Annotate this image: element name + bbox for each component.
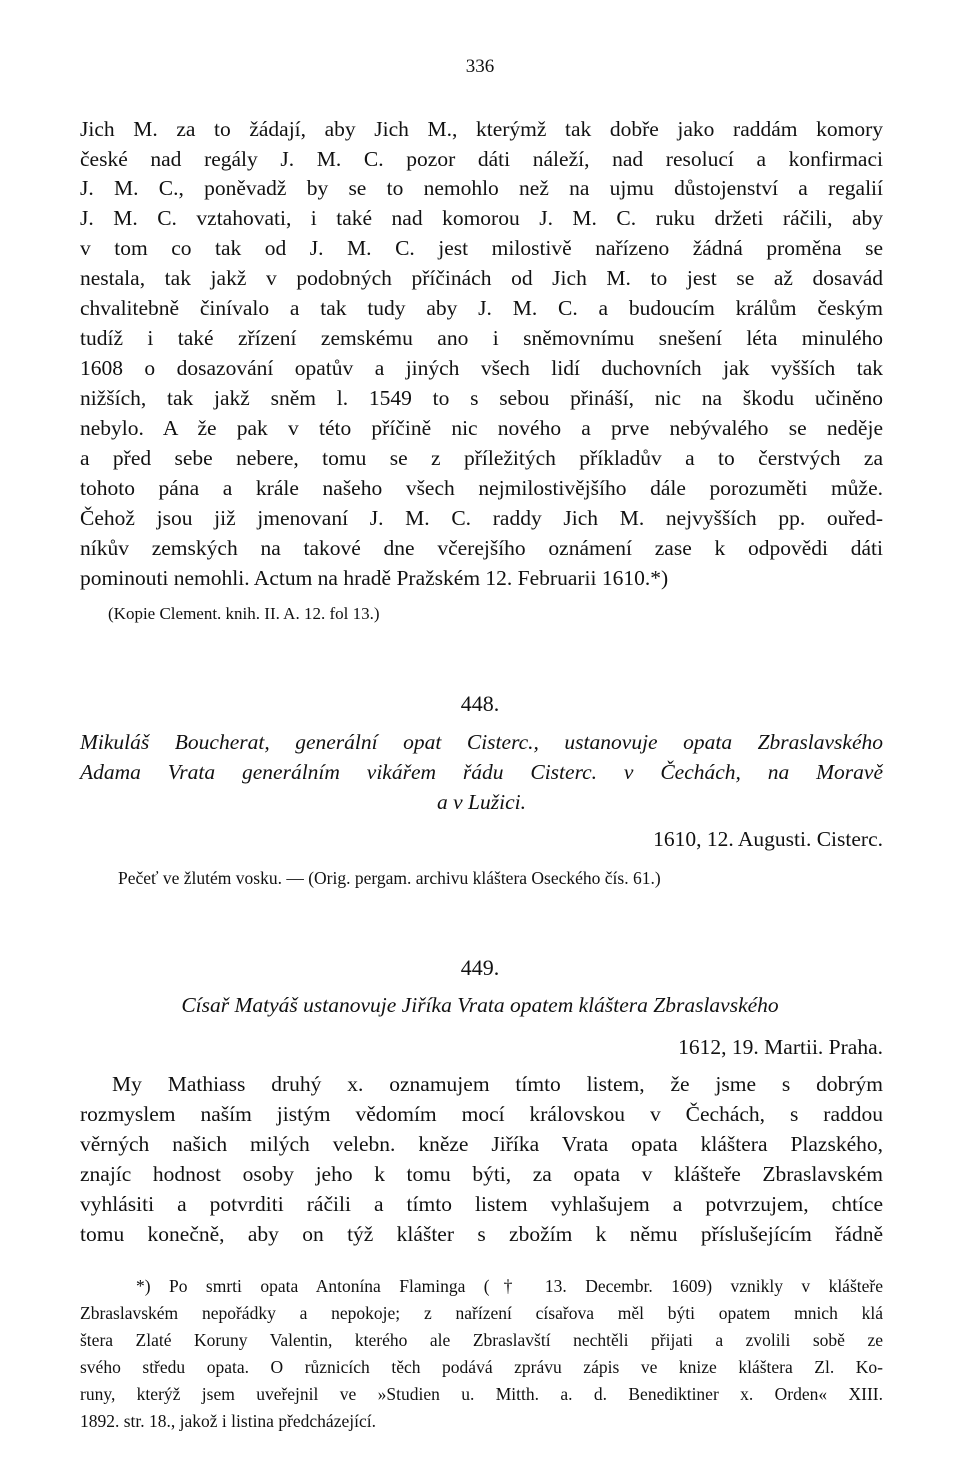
page-number: 336	[465, 56, 495, 77]
footnote-line: Zbraslavském nepořádky a nepokoje; z nařízení císařova měl býti opatem mnich klá	[80, 1303, 883, 1323]
document-number: 448.	[460, 691, 500, 716]
text-line: rozmyslem naším jistým vědomím mocí královskou v Čechách, s raddou	[80, 1102, 883, 1126]
text-line: Jich M. za to žádají, aby Jich M., kterýmž tak dobře jako raddám komory	[80, 117, 883, 141]
text-line: My Mathiass druhý x. oznamujem tímto listem, že jsme s dobrým	[112, 1072, 883, 1096]
text-line: Čehož jsou již jmenovaní J. M. C. raddy Jich M. nejvyšších pp. ouřed-	[80, 506, 883, 530]
text-line: nižších, tak jakž sněm l. 1549 to s sebou přináší, nic na škodu učiněno	[80, 386, 883, 410]
text-line: J. M. C. vztahovati, i také nad komorou J. M. C. ruku držeti ráčili, aby	[80, 206, 883, 230]
text-line: v tom co tak od J. M. C. jest milostivě nařízeno žádná proměna se	[80, 236, 883, 260]
footnote-line: *) Po smrti opata Antonína Flaminga († 13. Decembr. 1609) vznikly v klášteře	[136, 1276, 883, 1296]
text-line: J. M. C., poněvadž by se to nemohlo než na ujmu důstojenství a regalií	[80, 176, 883, 200]
text-line: české nad regály J. M. C. pozor dáti náleží, nad resolucí a konfirmaci	[80, 147, 883, 171]
text-line: níkův zemských na takové dne včerejšího oznámení zase k odpovědi dáti	[80, 536, 883, 560]
text-line: vyhlásiti a potvrditi ráčili a tímto listem vyhlašujem a potvrzujem, chtíce	[80, 1192, 883, 1216]
document-title-line: Adama Vrata generálním vikářem řádu Cisterc. v Čechách, na Moravě	[80, 760, 883, 784]
footnote-line: 1892. str. 18., jakož i listina předcházející.	[80, 1411, 376, 1431]
footnote-line: štera Zlaté Koruny Valentin, kterého ale Zbraslavští nechtěli přijati a zvolili sobě ze	[80, 1330, 883, 1350]
document-title-line: a v Lužici.	[437, 790, 526, 814]
footnote-line: runy, kterýž jsem uveřejnil ve »Studien u. Mitth. a. d. Benediktiner x. Orden« XIII.	[80, 1384, 883, 1404]
document-date: 1612, 19. Martii. Praha.	[678, 1035, 883, 1059]
text-line: tohoto pána a krále našeho všech nejmilostivějšího dále porozuměti může.	[80, 476, 883, 500]
document-number: 449.	[460, 955, 500, 980]
text-line: věrných našich milých velebn. kněze Jiříka Vrata opata kláštera Plazského,	[80, 1132, 883, 1156]
document-date: 1610, 12. Augusti. Cisterc.	[653, 827, 883, 851]
footnote-line: svého středu opata. O různicích těch podává zprávu zápis ve knize kláštera Zl. Ko-	[80, 1357, 883, 1377]
text-line: znajíc hodnost osoby jeho k tomu býti, za opata v klášteře Zbraslavském	[80, 1162, 883, 1186]
text-line: nestala, tak jakž v podobných příčinách od Jich M. to jest se až dosavád	[80, 266, 883, 290]
document-title-line: Mikuláš Boucherat, generální opat Cisterc., ustanovuje opata Zbraslavského	[80, 730, 883, 754]
citation: (Kopie Clement. knih. II. A. 12. fol 13.)	[108, 604, 380, 623]
text-line: tudíž i také zřízení zemskému ano i sněmovnímu snešení léta minulého	[80, 326, 883, 350]
document-title: Císař Matyáš ustanovuje Jiříka Vrata opatem kláštera Zbraslavského	[181, 993, 779, 1017]
text-line: pominouti nemohli. Actum na hradě Pražském 12. Februarii 1610.*)	[80, 566, 669, 590]
text-line: nebylo. A že pak v této příčině nic nového a prve nebývalého se neděje	[80, 416, 883, 440]
text-line: tomu konečně, aby on týž klášter s zbožím k němu příslušejícím řádně	[80, 1222, 883, 1246]
text-line: chvalitebně činívalo a tak tudy aby J. M. C. a budoucím králům českým	[80, 296, 883, 320]
text-line: 1608 o dosazování opatův a jiných všech lidí duchovních jak vyšších tak	[80, 356, 883, 380]
seal-note: Pečeť ve žlutém vosku. — (Orig. pergam. archivu kláštera Oseckého čís. 61.)	[118, 868, 661, 888]
text-line: a před sebe nebere, tomu se z příležitých příkladův a to čerstvých za	[80, 446, 883, 470]
